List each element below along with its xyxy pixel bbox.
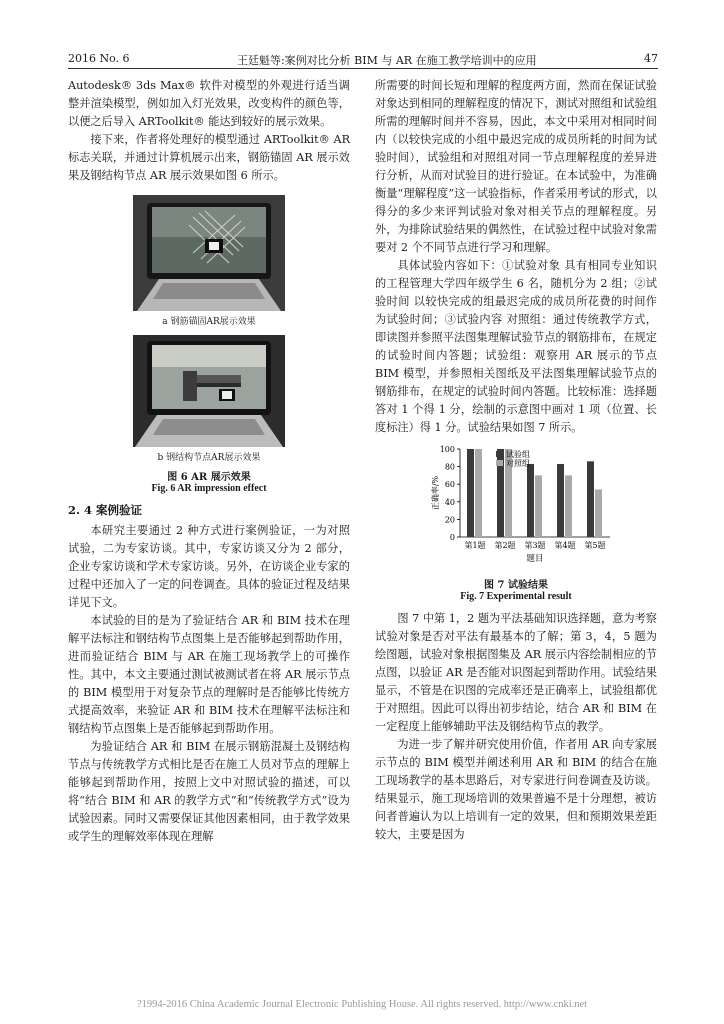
legend-label: 对照组 bbox=[506, 459, 530, 468]
figure-6 bbox=[68, 195, 350, 494]
copyright-footer: ?1994-2016 China Academic Journal Electronic Publishing House. All rights reserved. http://www.cnki.net bbox=[136, 999, 588, 1010]
paragraph: Autodesk® 3ds Max® 软件对模型的外观进行适当调整并渲染模型，例如加入灯光效果，改变构件的颜色等，以便之后导入 ARToolkit® 能达到较好的展示效果。 bbox=[68, 79, 350, 128]
ar-rebar-photo bbox=[133, 195, 285, 311]
paragraph: 具体试验内容如下：①试验对象 具有相同专业知识的工程管理大学四年级学生 6 名，随机分为 2 组；②试验时间 以较快完成的组最迟完成的成员所花费的时间作为试验时间；③试验内容 对照组：通过传统教学方式，即读图并参照平法图集理解试验节点的钢筋排布，在规定的试验时间内答题；试验组：观察用 AR 展示的节点 BIM 模型，并参照相关图纸及平法图集理解试验节点的钢筋排布，在规定的试验时间内答题。比较标准：选择题答对 1 个得 1 分，绘制的示意图中画对 1 项（位置、长度标注）得 1 分。试验结果如图 7 所示。 bbox=[375, 259, 657, 434]
y-tick-label: 80 bbox=[444, 462, 455, 472]
paragraph: 图 7 中第 1，2 题为平法基础知识选择题，意为考察试验对象是否对平法有最基本的了解；第 3，4，5 题为绘图题，试验对象根据图集及 AR 展示内容绘制相应的节点图，以验证 AR 是否能对识图起到帮助作用。试验结果显示，不管是在识图的完成率还是正确率上，试验组都优于对照组。因此可以得出初步结论，结合 AR 和 BIM 在一定程度上能够辅助平法及钢结构节点的教学。 bbox=[375, 612, 657, 733]
bar-control bbox=[535, 475, 542, 537]
bar-experimental bbox=[527, 464, 534, 537]
bar-experimental bbox=[557, 464, 564, 537]
figure-6-caption-cn: 图 6 AR 展示效果 bbox=[167, 472, 251, 483]
bar-experimental bbox=[467, 449, 474, 537]
journal-issue: 2016 No. 6 bbox=[68, 52, 130, 65]
paragraph: 本试验的目的是为了验证结合 AR 和 BIM 技术在理解平法标注和钢结构节点图集上是否能够起到帮助作用，进而验证结合 BIM 与 AR 在施工现场教学上的可操作性。其中，本文主要通过测试被测试者在将 AR 展示节点的 BIM 模型用于对复杂节点的理解时是否能够比传统方式提高效率，来验证 AR 和 BIM 技术在理解平法标注和钢结构节点图集上是否能够起到帮助作用。 bbox=[68, 614, 350, 735]
x-tick-label: 第3题 bbox=[524, 541, 546, 550]
bar-control bbox=[475, 449, 482, 537]
legend-swatch bbox=[496, 451, 503, 457]
y-tick-label: 0 bbox=[449, 533, 455, 542]
paragraph: 接下来，作者将处理好的模型通过 ARToolkit® AR 标志关联，并通过计算机展示出来，钢筋锚固 AR 展示效果及钢结构节点 AR 展示效果如图 6 所示。 bbox=[68, 133, 350, 182]
right-column bbox=[375, 77, 657, 844]
figure-7-caption-en: Fig. 7 Experimental result bbox=[460, 591, 572, 602]
legend-label: 试验组 bbox=[506, 450, 530, 459]
figure-7-caption-cn: 图 7 试验结果 bbox=[484, 580, 548, 591]
y-axis-label: 正确率/% bbox=[431, 475, 440, 511]
y-tick-label: 100 bbox=[439, 445, 455, 454]
x-tick-label: 第4题 bbox=[554, 541, 576, 550]
x-axis-label: 题目 bbox=[526, 554, 544, 564]
page-number: 47 bbox=[644, 52, 658, 65]
bar-experimental bbox=[587, 461, 594, 537]
paragraph: 本研究主要通过 2 种方式进行案例验证，一为对照试验，二为专家访谈。其中，专家访谈又分为 2 部分，企业专家访谈和学术专家访谈。另外，在访谈企业专家的过程中还加入了一定的问卷调查。具体的验证过程及结果详见下文。 bbox=[68, 524, 350, 609]
running-title: 王廷魁等:案例对比分析 BIM 与 AR 在施工教学培训中的应用 bbox=[236, 54, 537, 67]
bar-control bbox=[565, 475, 572, 537]
y-tick-label: 20 bbox=[444, 515, 455, 525]
running-header bbox=[68, 52, 658, 68]
paragraph: 为验证结合 AR 和 BIM 在展示钢筋混凝土及钢结构节点与传统教学方式相比是否在施工人员对节点的理解上能够起到帮助作用，按照上文中对照试验的描述，可以将“结合 BIM 和 AR 的教学方式”和“传统教学方式”设为试验因素。同时又需要保证其他因素相同，由于教学效果或学生的理解效率体现在理解 bbox=[68, 740, 350, 843]
subfigure-a-caption: a 钢筋锚固AR展示效果 bbox=[162, 317, 256, 327]
bar-control bbox=[595, 489, 602, 537]
y-tick-label: 60 bbox=[444, 480, 455, 490]
ar-steel-joint-photo bbox=[133, 335, 285, 447]
x-tick-label: 第2题 bbox=[494, 541, 516, 550]
paragraph: 所需要的时间长短和理解的程度两方面，然而在保证试验对象达到相同的理解程度的情况下，测试对照组和试验组所需的理解时间并不容易，因此，本文中采用对相同时间内（以较快完成的小组中最迟完成的成员所耗的时间为试验时间），试验组和对照组对同一节点理解程度的差异进行分析，从而对试验目的进行验证。在本试验中，为准确衡量“理解程度”这一试验指标，作者采用考试的形式，以得分的多少来评判试验对象对相关节点的理解程度。另外，为排除试验结果的偶然性，在试验过程中试验对象需要对 2 个不同节点进行学习和理解。 bbox=[375, 79, 657, 254]
section-title: 2. 4 案例验证 bbox=[68, 503, 143, 517]
left-column bbox=[68, 77, 350, 846]
experiment-result-chart bbox=[416, 443, 616, 571]
header-rule bbox=[68, 68, 658, 69]
figure-6-caption-en: Fig. 6 AR impression effect bbox=[151, 483, 267, 494]
subfigure-b-caption: b 钢结构节点AR展示效果 bbox=[157, 453, 261, 463]
figure-7 bbox=[375, 443, 657, 602]
paragraph: 为进一步了解并研究使用价值，作者用 AR 向专家展示节点的 BIM 模型并阐述利用 AR 和 BIM 的结合在施工现场教学的基本思路后，对专家进行问卷调查及访谈。结果显示，施工现场培训的效果普遍不是十分理想，被访问者普遍认为以上培训有一定的效果，但和预期效果差距较大，主要是因为 bbox=[375, 738, 657, 841]
x-tick-label: 第5题 bbox=[584, 541, 606, 550]
x-tick-label: 第1题 bbox=[464, 541, 486, 550]
legend-swatch bbox=[496, 460, 503, 466]
y-tick-label: 40 bbox=[444, 497, 455, 507]
